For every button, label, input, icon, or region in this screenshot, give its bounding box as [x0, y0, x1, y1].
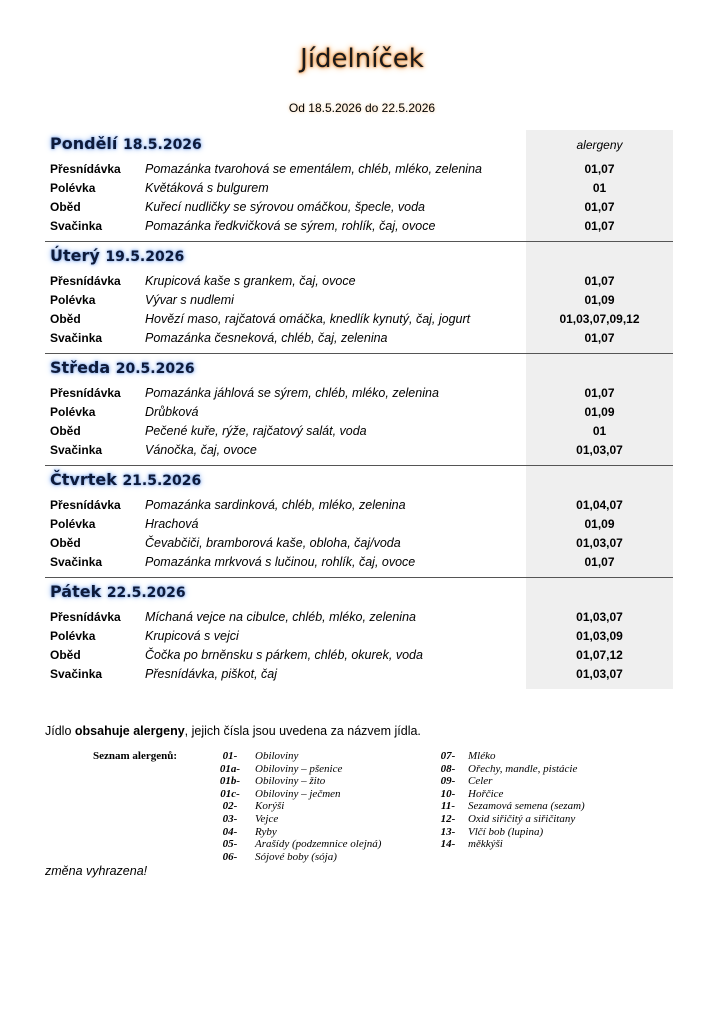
meal-type: Polévka: [50, 517, 96, 531]
meal-row: [45, 329, 673, 348]
meal-type: Oběd: [50, 200, 81, 214]
meal-type: Svačinka: [50, 331, 103, 345]
dish-name: Pečené kuře, rýže, rajčatový salát, voda: [145, 424, 367, 438]
allergen-legend-row: [200, 788, 650, 801]
meal-type: Polévka: [50, 293, 96, 307]
allergen-legend-row: [200, 813, 650, 826]
allergen-name: Vejce: [255, 812, 279, 825]
day-name: Pátek: [50, 582, 102, 601]
date-range: Od 18.5.2026 do 22.5.2026: [288, 101, 436, 115]
day-date: 19.5.2026: [105, 249, 185, 265]
allergen-name: Oxid siřičitý a siřičitany: [468, 812, 576, 825]
allergen-list: [200, 750, 650, 863]
dish-name: Hrachová: [145, 517, 199, 531]
day-section: [45, 241, 673, 353]
meal-row: [45, 291, 673, 310]
allergen-codes: 01: [592, 424, 607, 438]
meal-row: [45, 310, 673, 329]
dish-name: Vánočka, čaj, ovoce: [145, 443, 257, 457]
allergen-legend-row: [200, 851, 650, 864]
day-title: [50, 358, 195, 377]
meal-row: [45, 422, 673, 441]
day-header: [45, 466, 673, 496]
allergen-code: 06-: [222, 850, 238, 863]
day-date: 22.5.2026: [106, 585, 186, 601]
allergen-name: Obiloviny – ječmen: [255, 787, 341, 800]
allergen-name: Ryby: [255, 825, 277, 838]
meal-type: Přesnídávka: [50, 274, 121, 288]
meal-row: [45, 384, 673, 403]
allergen-name: Sezamová semena (sezam): [468, 800, 585, 813]
day-title: [50, 134, 202, 153]
allergen-name: měkkýši: [468, 838, 503, 851]
allergen-codes: 01,09: [584, 517, 615, 531]
allergen-name: Obiloviny – žito: [255, 775, 326, 788]
allergen-code: 05-: [222, 838, 238, 851]
allergen-code: 11-: [440, 800, 456, 813]
note-text-end: , jejich čísla jsou uvedena za názvem jídla.: [184, 724, 421, 738]
day-section: [45, 130, 673, 241]
allergen-name: Obiloviny: [255, 750, 299, 762]
allergen-code: 07-: [440, 750, 456, 762]
allergen-name: Mléko: [468, 750, 496, 762]
meal-row: [45, 534, 673, 553]
allergen-code: 04-: [222, 825, 238, 838]
allergen-code: 12-: [440, 812, 456, 825]
dish-name: Drůbková: [145, 405, 199, 419]
day-date: 18.5.2026: [122, 137, 202, 153]
day-title: [50, 582, 186, 601]
dish-name: Krupicová kaše s grankem, čaj, ovoce: [145, 274, 356, 288]
meal-type: Přesnídávka: [50, 162, 121, 176]
meal-type: Polévka: [50, 405, 96, 419]
allergen-code: 03-: [222, 812, 238, 825]
allergen-name: Hořčice: [468, 787, 504, 800]
allergen-code: 02-: [222, 800, 238, 813]
meal-row: [45, 608, 673, 627]
allergen-codes: 01,03,07: [576, 536, 623, 550]
meal-type: Svačinka: [50, 555, 103, 569]
meal-row: [45, 217, 673, 236]
allergen-codes: 01,07: [584, 386, 615, 400]
allergen-codes: 01,07: [584, 274, 615, 288]
meal-row: [45, 441, 673, 460]
dish-name: Pomazánka tvarohová se ementálem, chléb, mléko, zelenina: [145, 162, 482, 176]
allergen-codes: 01,03,07,09,12: [559, 312, 640, 326]
meal-type: Oběd: [50, 312, 81, 326]
meal-row: [45, 646, 673, 665]
allergen-legend-row: [200, 826, 650, 839]
dish-name: Květáková s bulgurem: [145, 181, 269, 195]
allergen-codes: 01,07: [584, 331, 615, 345]
meal-row: [45, 553, 673, 572]
allergen-codes: 01,07: [584, 555, 615, 569]
day-title: [50, 470, 201, 489]
day-date: 20.5.2026: [115, 361, 195, 377]
meal-row: [45, 627, 673, 646]
allergen-legend-row: [200, 838, 650, 851]
day-header: [45, 130, 673, 160]
meal-row: [45, 403, 673, 422]
allergen-code: 14-: [440, 838, 456, 851]
meal-type: Přesnídávka: [50, 610, 121, 624]
dish-name: Pomazánka jáhlová se sýrem, chléb, mléko, zelenina: [145, 386, 439, 400]
meal-type: Oběd: [50, 536, 81, 550]
allergen-codes: 01: [592, 181, 607, 195]
day-section: [45, 465, 673, 577]
footer-note: změna vyhrazena!: [45, 864, 148, 878]
allergen-name: Obiloviny – pšenice: [255, 762, 343, 775]
meal-type: Svačinka: [50, 219, 103, 233]
allergen-name: Vlčí bob (lupina): [468, 825, 544, 838]
meal-row: [45, 515, 673, 534]
allergen-codes: 01,07: [584, 162, 615, 176]
allergen-code: 01c-: [220, 787, 240, 800]
meal-row: [45, 665, 673, 684]
allergen-code: 01-: [222, 750, 238, 762]
meal-row: [45, 272, 673, 291]
day-header: [45, 578, 673, 608]
allergen-codes: 01,07,12: [576, 648, 623, 662]
meal-type: Svačinka: [50, 667, 103, 681]
allergen-name: Korýši: [255, 800, 285, 813]
dish-name: Čevabčiči, bramborová kaše, obloha, čaj/voda: [145, 536, 401, 550]
meal-type: Přesnídávka: [50, 498, 121, 512]
day-section: [45, 577, 673, 689]
allergen-name: Arašídy (podzemnice olejná): [255, 838, 382, 851]
meal-row: [45, 160, 673, 179]
allergen-codes: 01,07: [584, 200, 615, 214]
dish-name: Pomazánka mrkvová s lučinou, rohlík, čaj, ovoce: [145, 555, 416, 569]
allergen-legend-row: [200, 800, 650, 813]
meal-type: Polévka: [50, 181, 96, 195]
dish-name: Krupicová s vejci: [145, 629, 239, 643]
dish-name: Přesnídávka, piškot, čaj: [145, 667, 278, 681]
allergen-codes: 01,03,07: [576, 610, 623, 624]
meal-row: [45, 198, 673, 217]
dish-name: Hovězí maso, rajčatová omáčka, knedlík kynutý, čaj, jogurt: [145, 312, 471, 326]
allergen-codes: 01,03,07: [576, 443, 623, 457]
allergen-legend-row: [200, 763, 650, 776]
allergen-code: 01b-: [219, 775, 241, 788]
allergen-note: [45, 724, 421, 738]
day-header: [45, 354, 673, 384]
meal-row: [45, 496, 673, 515]
note-text-start: Jídlo: [45, 724, 75, 738]
meal-row: [45, 179, 673, 198]
day-name: Středa: [50, 358, 111, 377]
allergen-codes: 01,07: [584, 219, 615, 233]
dish-name: Kuřecí nudličky se sýrovou omáčkou, špecle, voda: [145, 200, 425, 214]
allergen-code: 13-: [440, 825, 456, 838]
note-text-bold: obsahuje alergeny: [74, 724, 185, 738]
meal-type: Oběd: [50, 424, 81, 438]
day-date: 21.5.2026: [122, 473, 202, 489]
allergen-name: Ořechy, mandle, pistácie: [468, 762, 578, 775]
dish-name: Míchaná vejce na cibulce, chléb, mléko, zelenina: [145, 610, 416, 624]
allergen-codes: 01,03,07: [576, 667, 623, 681]
allergen-name: Celer: [468, 775, 493, 788]
dish-name: Pomazánka sardinková, chléb, mléko, zelenina: [145, 498, 406, 512]
dish-name: Vývar s nudlemi: [145, 293, 234, 307]
allergen-legend-row: [200, 750, 650, 763]
day-name: Čtvrtek: [50, 470, 117, 489]
meal-type: Přesnídávka: [50, 386, 121, 400]
menu-table: [45, 130, 673, 689]
day-section: [45, 353, 673, 465]
allergen-codes: 01,04,07: [576, 498, 623, 512]
day-header: [45, 242, 673, 272]
allergen-legend-row: [200, 775, 650, 788]
allergen-code: 09-: [440, 775, 456, 788]
page-title: Jídelníček: [300, 44, 424, 74]
allergen-code: 10-: [440, 787, 456, 800]
day-title: [50, 246, 184, 265]
dish-name: Pomazánka ředkvičková se sýrem, rohlík, čaj, ovoce: [145, 219, 436, 233]
day-name: Úterý: [50, 246, 100, 265]
dish-name: Pomazánka česneková, chléb, čaj, zelenina: [145, 331, 388, 345]
allergen-name: Sójové boby (sója): [255, 850, 337, 863]
meal-type: Oběd: [50, 648, 81, 662]
allergen-codes: 01,03,09: [576, 629, 623, 643]
dish-name: Čočka po brněnsku s párkem, chléb, okurek, voda: [145, 648, 423, 662]
allergen-codes: 01,09: [584, 293, 615, 307]
day-name: Pondělí: [50, 134, 118, 153]
allergen-codes: 01,09: [584, 405, 615, 419]
allergen-code: 01a-: [219, 762, 241, 775]
allergen-list-label: Seznam alergenů:: [93, 750, 178, 762]
meal-type: Svačinka: [50, 443, 103, 457]
meal-type: Polévka: [50, 629, 96, 643]
allergen-code: 08-: [440, 762, 456, 775]
allergen-header: alergeny: [576, 138, 623, 152]
